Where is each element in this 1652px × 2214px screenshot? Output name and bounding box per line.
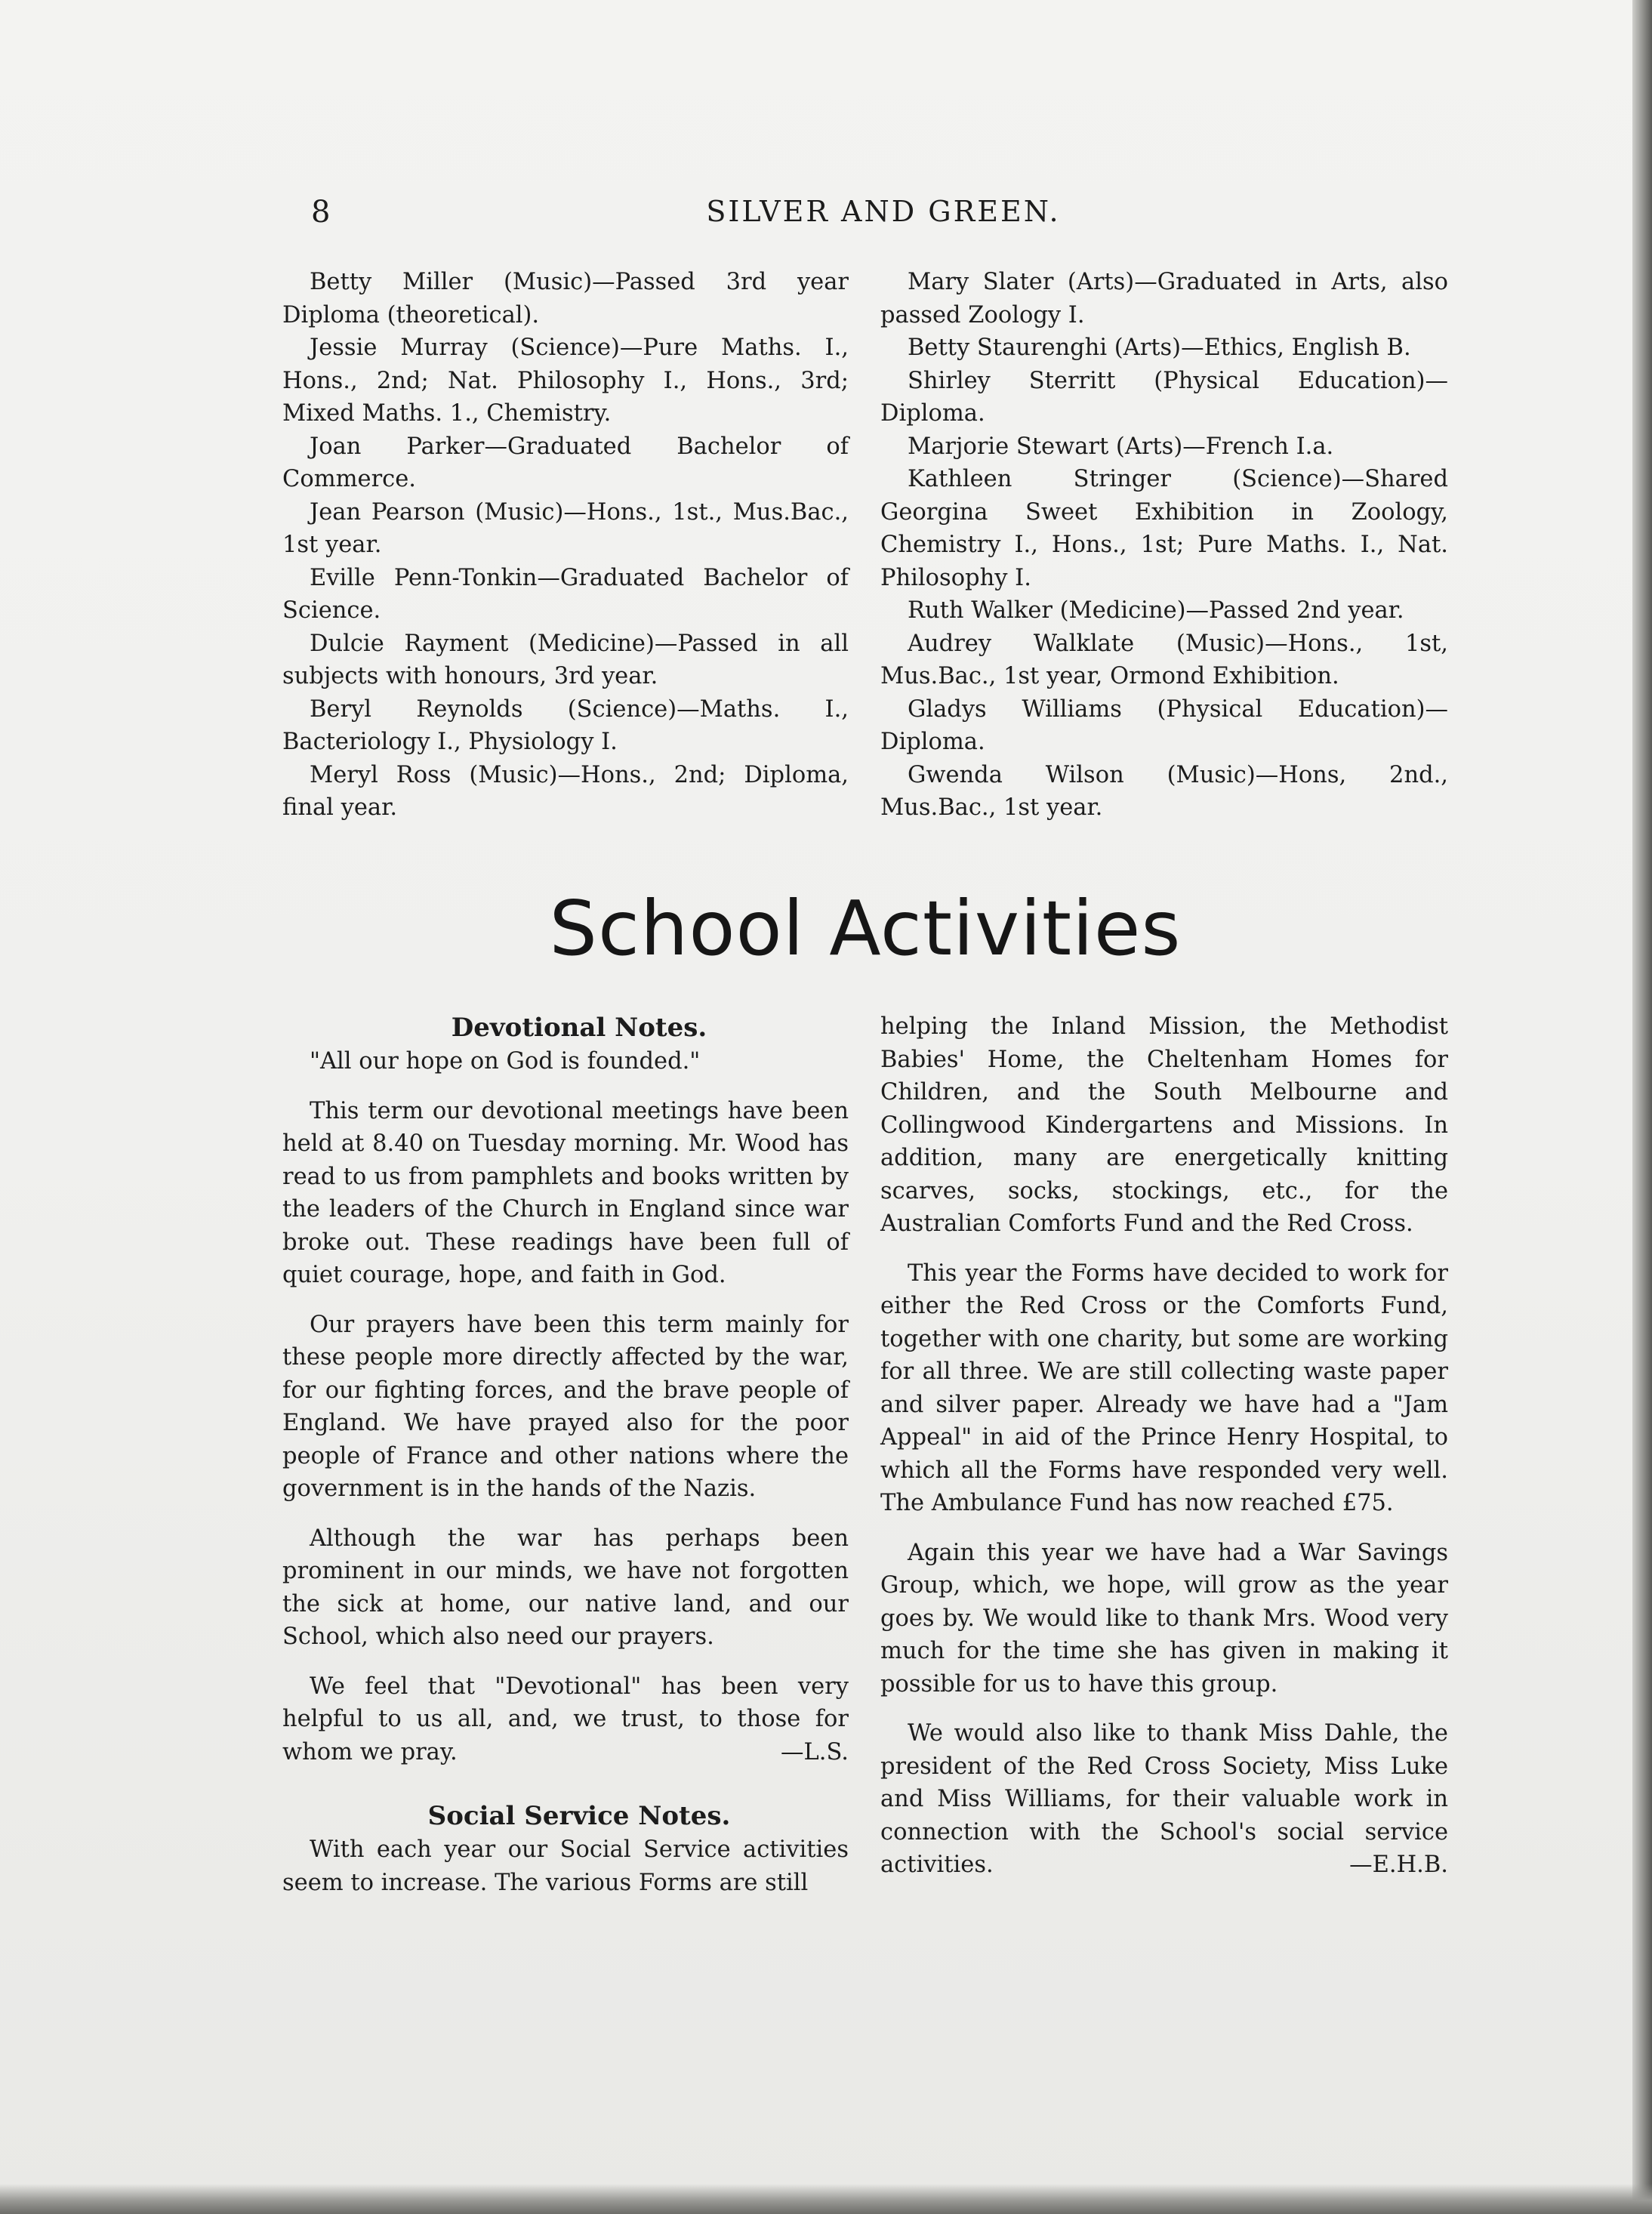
section-title: School Activities bbox=[549, 884, 1182, 973]
result-entry: Dulcie Rayment (Medicine)—Passed in all subjects with honours, 3rd year. bbox=[282, 630, 849, 689]
social-service-closing bbox=[880, 1717, 1448, 1882]
social-service-paragraph: Again this year we have had a War Savings Group, which, we hope, will grow as the year goes by. We would like to thank Mrs. Wood very much for the time she has given in making it possible for us to have this group. bbox=[880, 1539, 1448, 1698]
devotional-closing-text: We feel that "Devotional" has been very helpful to us all, and, we trust, to those for whom we pray. bbox=[282, 1673, 849, 1765]
result-entry: Audrey Walklate (Music)—Hons., 1st, Mus.Bac., 1st year, Ormond Exhibition. bbox=[880, 630, 1448, 689]
devotional-heading: Devotional Notes. bbox=[451, 1013, 707, 1043]
activities-column-left bbox=[282, 1010, 849, 1899]
result-entry: Marjorie Stewart (Arts)—French I.a. bbox=[908, 433, 1334, 460]
activities-column-right bbox=[880, 1010, 1448, 1882]
result-entry: Meryl Ross (Music)—Hons., 2nd; Diploma, final year. bbox=[282, 761, 849, 821]
devotional-closing bbox=[282, 1670, 849, 1769]
page-edge-shadow bbox=[1632, 0, 1652, 2214]
result-entry: Gladys Williams (Physical Education)—Diploma. bbox=[880, 695, 1448, 755]
social-service-intro: With each year our Social Service activities seem to increase. The various Forms are still bbox=[282, 1836, 849, 1896]
result-entry: Kathleen Stringer (Science)—Shared Georgina Sweet Exhibition in Zoology, Chemistry I., Hons., 1st; Pure Maths. I., Nat. Philosophy I. bbox=[880, 466, 1448, 591]
result-entry: Betty Miller (Music)—Passed 3rd year Diploma (theoretical). bbox=[282, 269, 849, 328]
social-service-signature: —E.H.B. bbox=[1349, 1852, 1448, 1878]
page-number: 8 bbox=[311, 195, 331, 230]
result-entry: Gwenda Wilson (Music)—Hons, 2nd., Mus.Bac., 1st year. bbox=[880, 761, 1448, 821]
devotional-paragraph: Our prayers have been this term mainly for these people more directly affected by the war, for our fighting forces, and the brave people of England. We have prayed also for the poor people of France and other nations where the government is in the hands of the Nazis. bbox=[282, 1311, 849, 1502]
results-column-left bbox=[282, 266, 849, 825]
result-entry: Jessie Murray (Science)—Pure Maths. I., Hons., 2nd; Nat. Philosophy I., Hons., 3rd; Mixed Maths. 1., Chemistry. bbox=[282, 335, 849, 427]
devotional-signature: —L.S. bbox=[781, 1738, 849, 1765]
devotional-quote: "All our hope on God is founded." bbox=[310, 1048, 701, 1075]
running-title: SILVER AND GREEN. bbox=[706, 195, 1061, 228]
results-column-right bbox=[880, 266, 1448, 825]
result-entry: Beryl Reynolds (Science)—Maths. I., Bacteriology I., Physiology I. bbox=[282, 695, 849, 755]
devotional-paragraph: Although the war has perhaps been prominent in our minds, we have not forgotten the sick at home, our native land, and our School, which also need our prayers. bbox=[282, 1525, 849, 1650]
result-entry: Mary Slater (Arts)—Graduated in Arts, also passed Zoology I. bbox=[880, 269, 1448, 328]
social-service-paragraph: This year the Forms have decided to work for either the Red Cross or the Comforts Fund, together with one charity, but some are working for all three. We are still collecting waste paper and silver paper. Already we have had a "Jam Appeal" in aid of the Prince Henry Hospital, to which all the Forms have responded very well. The Ambulance Fund has now reached £75. bbox=[880, 1260, 1448, 1516]
page-header bbox=[311, 195, 1456, 240]
page-bottom-shadow bbox=[0, 2184, 1652, 2214]
result-entry: Eville Penn-Tonkin—Graduated Bachelor of Science. bbox=[282, 564, 849, 624]
devotional-paragraph: This term our devotional meetings have been held at 8.40 on Tuesday morning. Mr. Wood has read to us from pamphlets and books written by the leaders of the Church in England since war broke out. These readings have been full of quiet courage, hope, and faith in God. bbox=[282, 1097, 849, 1288]
result-entry: Shirley Sterritt (Physical Education)—Diploma. bbox=[880, 367, 1448, 427]
social-service-closing-text: We would also like to thank Miss Dahle, the president of the Red Cross Society, Miss Luke and Miss Williams, for their valuable work in connection with the School's social service activities. bbox=[880, 1720, 1448, 1878]
result-entry: Jean Pearson (Music)—Hons., 1st., Mus.Bac., 1st year. bbox=[282, 498, 849, 558]
result-entry: Joan Parker—Graduated Bachelor of Commerce. bbox=[282, 433, 849, 492]
social-service-continued: helping the Inland Mission, the Methodist Babies' Home, the Cheltenham Homes for Children, and the South Melbourne and Collingwood Kindergartens and Missions. In addition, many are energetically knitting scarves, socks, stockings, etc., for the Australian Comforts Fund and the Red Cross. bbox=[880, 1013, 1448, 1237]
social-service-heading: Social Service Notes. bbox=[427, 1801, 731, 1831]
result-entry: Betty Staurenghi (Arts)—Ethics, English B. bbox=[908, 335, 1411, 361]
result-entry: Ruth Walker (Medicine)—Passed 2nd year. bbox=[908, 597, 1404, 624]
